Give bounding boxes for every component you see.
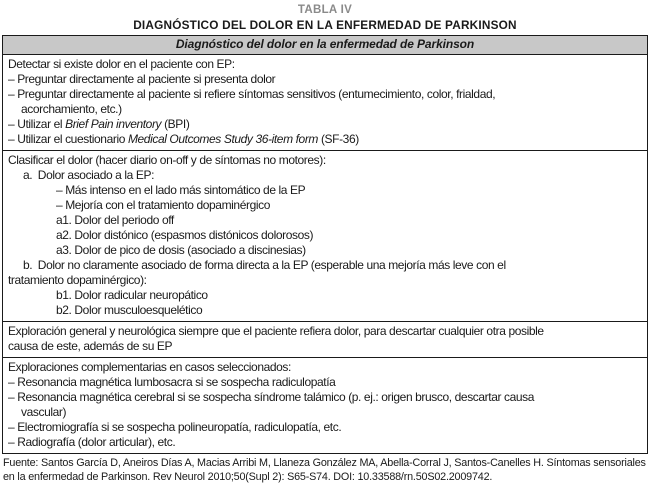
table-line: [8, 117, 642, 132]
table-title: DIAGNÓSTICO DEL DOLOR EN LA ENFERMEDAD DE PARKINSON: [133, 18, 517, 32]
table-line: [8, 390, 642, 405]
text-segment: causa de este, además de su EP: [8, 339, 173, 353]
table-line: [8, 57, 642, 72]
text-segment: – Utilizar el: [8, 117, 66, 131]
table-line: [8, 243, 642, 258]
text-segment: Medical Outcomes Study 36-item form: [127, 132, 319, 146]
text-segment: Detectar si existe dolor en el paciente con EP:: [8, 57, 235, 71]
table-row: [3, 321, 647, 357]
table-line: [8, 360, 642, 375]
table-line: [8, 183, 642, 198]
text-segment: a3. Dolor de pico de dosis (asociado a discinesias): [56, 243, 306, 257]
text-segment: a. Dolor asociado a la EP:: [23, 168, 155, 182]
text-segment: – Resonancia magnética cerebral si se sospecha síndrome talámico (p. ej.: origen brusco, descartar causa: [8, 390, 535, 404]
text-segment: acorchamiento, etc.): [21, 102, 122, 116]
table-line: [8, 72, 642, 87]
table-line: [8, 375, 642, 390]
text-segment: Brief Pain inventory: [65, 117, 162, 131]
text-segment: (SF-36): [318, 132, 359, 146]
table-row: [3, 150, 647, 321]
table-line: [8, 198, 642, 213]
text-segment: b. Dolor no claramente asociado de forma directa a la EP (esperable una mejoría más leve con el: [23, 258, 506, 272]
text-segment: tratamiento dopaminérgico):: [8, 273, 147, 287]
table-line: [8, 87, 642, 102]
text-segment: vascular): [21, 405, 67, 419]
source-citation: Fuente: Santos García D, Aneiros Días A, Macias Arribi M, Llaneza González MA, Abella-Corral J, Santos-Canelles H. Síntomas sensoriales en la enfermedad de Parkinson. Rev Neurol 2010;50(Supl 2): S65-S74. DOI: 10.33588/rn.50S02.2009742.: [3, 457, 646, 483]
text-segment: Exploración general y neurológica siempre que el paciente refiera dolor, para descartar cualquier otra posible: [8, 324, 544, 338]
table-line: [8, 288, 642, 303]
table-line: [8, 420, 642, 435]
text-segment: – Resonancia magnética lumbosacra si se sospecha radiculopatía: [8, 375, 336, 389]
table-line: [8, 435, 642, 450]
table-line: [8, 258, 642, 273]
text-segment: b2. Dolor musculoesquelético: [56, 303, 203, 317]
text-segment: b1. Dolor radicular neuropático: [56, 288, 208, 302]
table-line: [8, 303, 642, 318]
text-segment: – Preguntar directamente al paciente si presenta dolor: [8, 72, 276, 86]
table-line: [8, 228, 642, 243]
figure-titles: [0, 0, 650, 33]
text-segment: Clasificar el dolor (hacer diario on-off y de síntomas no motores):: [8, 153, 326, 167]
text-segment: a1. Dolor del periodo off: [56, 213, 174, 227]
table-line: [8, 324, 642, 339]
table-line: [8, 339, 642, 354]
text-segment: – Electromiografía si se sospecha polineuropatía, radiculopatía, etc.: [8, 420, 342, 434]
table-body: [3, 55, 647, 453]
table-row: [3, 357, 647, 453]
text-segment: (BPI): [161, 117, 190, 131]
table-kicker: TABLA IV: [297, 4, 353, 16]
table-line: [8, 168, 642, 183]
text-segment: – Radiografía (dolor articular), etc.: [8, 435, 176, 449]
text-segment: – Mejoría con el tratamiento dopaminérgico: [56, 198, 270, 212]
table-line: [8, 102, 642, 117]
text-segment: Exploraciones complementarias en casos seleccionados:: [8, 360, 291, 374]
table-row: [3, 55, 647, 150]
table-line: [8, 273, 642, 288]
table-line: [8, 132, 642, 147]
table-header: Diagnóstico del dolor en la enfermedad de Parkinson: [3, 36, 647, 55]
table-line: [8, 213, 642, 228]
table-line: [8, 153, 642, 168]
text-segment: – Utilizar el cuestionario: [8, 132, 128, 146]
diagnosis-table: [2, 35, 648, 454]
text-segment: – Más intenso en el lado más sintomático de la EP: [56, 183, 306, 197]
text-segment: a2. Dolor distónico (espasmos distónicos dolorosos): [56, 228, 314, 242]
text-segment: – Preguntar directamente al paciente si refiere síntomas sensitivos (entumecimiento, color, frialdad,: [8, 87, 496, 101]
table-line: [8, 405, 642, 420]
